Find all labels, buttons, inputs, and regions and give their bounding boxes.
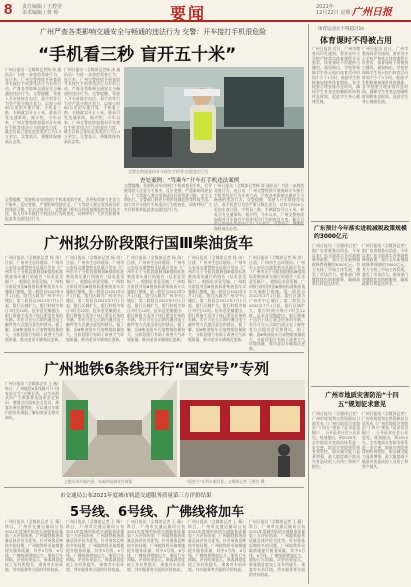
divider (4, 224, 304, 225)
story-b-headline: 广东预计今年落实进税减税政策规模约3000亿元 (314, 226, 407, 240)
story-a-body-col1: 广州日报讯 近日，广州市教育局印发通知，要求各中小学校严格落实体育课程开设要求，体育课时不得被挤占挪用。通知指出，学校要保障学生每天校内体育活动时间不少于1小时，鼓励学生积极参加课外体育锻炼。各学校要合理安排作息时间，确保学生有充足的睡眠时间和休息时间，促进学生身心健康发展。 (312, 46, 360, 104)
story2-body-col4: 广州日报讯（全媒体记者 杨 涛）日前，广州市生态环境局、广州市公安局交通警察支队联合发布《广州市关于分阶段限制国Ⅲ排放标准柴油货车通行的通告（征求意见稿）》。根据征求意见稿，广州拟分阶段对国Ⅲ排放标准柴油货车实施限行措施，第一阶段自2022年3月1日起，限行区域为广州市中心城区；第二阶段自2022年7月1日起，限行区域扩大。限行时间为每日7时至22时。征求意见稿提出，限行措施不适用于执行紧急任务的车辆。市民可在公示期内通过电子邮件等方式提出意见和建议。据了解，国Ⅲ柴油货车污染物排放量较大，分阶段限行有助于改善大气环境质量，推动老旧车辆淘汰更新。 (188, 255, 246, 342)
issue-day: 12月22日 星期三 (316, 10, 356, 16)
story1-kicker: 广州严查各类影响交通安全与畅通的违法行为 交警：开车接打手机很危险 (40, 28, 267, 36)
story3-headline: 广州地铁6条线开行“国安号”专列 (44, 360, 270, 378)
photo1-note: 查处案例：“驾乘车”开车打手机违法案例 (140, 178, 240, 184)
page-header (0, 0, 411, 22)
story-b-body-col1: 广州日报讯（全媒体记者）据广东省税务局消息，今年以来广东全面落实各项减税降费政策，预计全年新增减税降费规模约3000亿元，有力支持了市场主体发展，激发了市场活力。税务部门将继续优化纳税服务，确保政策红利直达快享。 (312, 243, 360, 287)
story2-body-col5: 广州日报讯（全媒体记者 杨 涛）日前，广州市生态环境局、广州市公安局交通警察支队联合发布《广州市关于分阶段限制国Ⅲ排放标准柴油货车通行的通告（征求意见稿）》。根据征求意见稿，广州拟分阶段对国Ⅲ排放标准柴油货车实施限行措施，第一阶段自2022年3月1日起，限行区域为广州市中心城区；第二阶段自2022年7月1日起，限行区域扩大。限行时间为每日7时至22时。征求意见稿提出，限行措施不适用于执行紧急任务的车辆。市民可在公示期内通过电子邮件等方式提出意见和建议。据了解，国Ⅲ柴油货车污染物排放量较大，分阶段限行有助于改善大气环境质量，推动老旧车辆淘汰更新。 (249, 255, 305, 352)
story3-body: 广州日报讯（全媒体记者 王 薇）昨日，广州地铁6条线路开行“国家安全号”主题专列，以生动形式向广大乘客普及国家安全知识，增强全民国家安全意识。乘客在乘坐地铁时，可以通过车厢内的宣传海报了解国家安全相关知识。 (5, 381, 59, 420)
metro-station-photo (62, 380, 177, 477)
story4-body-col2: 广州日报讯（全媒体记者 王 薇）昨日，广州市交通运输局公布2021年度城市轨道交通服务质量第三方评价结果，广州地铁服务质量总体评价为优秀。针对乘客反映较多的问题，广州地铁将采取措施提升服务质量，其中5号线、6号线、广佛线将增加运力，缩短行车间隔。评价结果显示，乘客满意度较上年有所提升，乘客对车站环境、列车服务等方面的评价较高。 (66, 519, 124, 572)
section-title: 要闻 (170, 4, 207, 23)
traffic-police-photo (124, 67, 304, 168)
page-number: 8 (4, 1, 13, 18)
story1-body-left2: 广州日报讯（全媒体记者杨 涛 通讯员）为进一步规范驾驶行为，连日来，广州交警持续开展查纠开车接打手机等违法行为专项行动，严查各类影响交通安全与畅通的违法行为。交警提醒，驾驶人开车时接打电话、看手机等行为会严重分散注意力，以每小时60公里的车速计算，手机看三秒，车辆就盲开五十米，极易引发交通事故。据介绍，今年以来，广州交警持续加强对开车接打手机等违法行为的查处力度，截至目前已查处此类违法行为1.3万余宗。交警表示，将继续保持高压态势。 (64, 67, 120, 144)
divider (311, 221, 409, 222)
divider (311, 386, 409, 387)
story1-body-left3: 交警提醒，驾驶机动车时接打手机或观看手机，会导致驾驶人注意力不集中，反应变慢，严重影响驾驶安全。广大驾驶人要自觉养成良好的驾驶习惯，安全文明出行。交警部门将充分利用视频监控等科技手段，加大对开车接打手机违法行为的查处，同时呼吁广大市民积极举报此类交通违法行为。 (5, 197, 120, 222)
editor-line: 责任编辑 / 王碧莹 (22, 4, 62, 10)
story2-body-col1: 广州日报讯（全媒体记者 杨 涛）日前，广州市生态环境局、广州市公安局交通警察支队联合发布《广州市关于分阶段限制国Ⅲ排放标准柴油货车通行的通告（征求意见稿）》。根据征求意见稿，广州拟分阶段对国Ⅲ排放标准柴油货车实施限行措施，第一阶段自2022年3月1日起，限行区域为广州市中心城区；第二阶段自2022年7月1日起，限行区域扩大。限行时间为每日7时至22时。征求意见稿提出，限行措施不适用于执行紧急任务的车辆。市民可在公示期内通过电子邮件等方式提出意见和建议。据了解，国Ⅲ柴油货车污染物排放量较大，分阶段限行有助于改善大气环境质量，推动老旧车辆淘汰更新。 (5, 255, 63, 342)
photo3-caption: “国安号”专列车厢内景。全媒体记者 王维宣 摄 (186, 479, 265, 484)
metro-carriage-photo (180, 380, 305, 477)
metro-station-illustration (62, 380, 177, 477)
divider (4, 352, 304, 353)
issue-date (316, 4, 355, 16)
story1-body-mid: 交警提醒，驾驶机动车时接打手机或观看手机，会导致驾驶人注意力不集中，反应变慢，严重影响驾驶安全。广大驾驶人要自觉养成良好的驾驶习惯，安全文明出行。交警部门将充分利用视频监控等科技手段，加大对开车接打手机违法行为的查处，同时呼吁广大市民积极举报此类交通违法行为。 (124, 183, 212, 212)
story4-body-col3: 广州日报讯（全媒体记者 王 薇）昨日，广州市交通运输局公布2021年度城市轨道交通服务质量第三方评价结果，广州地铁服务质量总体评价为优秀。针对乘客反映较多的问题，广州地铁将采取措施提升服务质量，其中5号线、6号线、广佛线将增加运力，缩短行车间隔。评价结果显示，乘客满意度较上年有所提升，乘客对车站环境、列车服务等方面的评价较高。 (127, 519, 185, 572)
story4-body-col1: 广州日报讯（全媒体记者 王 薇）昨日，广州市交通运输局公布2021年度城市轨道交通服务质量第三方评价结果，广州地铁服务质量总体评价为优秀。针对乘客反映较多的问题，广州地铁将采取措施提升服务质量，其中5号线、6号线、广佛线将增加运力，缩短行车间隔。评价结果显示，乘客满意度较上年有所提升，乘客对车站环境、列车服务等方面的评价较高。 (5, 519, 63, 572)
story-c-headline: 广州市地质灾害防治“十四五”规划征求意见 (325, 392, 399, 408)
column-divider (308, 24, 309, 584)
story1-body-left: 广州日报讯（全媒体记者杨 涛 通讯员）为进一步规范驾驶行为，连日来，广州交警持续开展查纠开车接打手机等违法行为专项行动，严查各类影响交通安全与畅通的违法行为。交警提醒，驾驶人开车时接打电话、看手机等行为会严重分散注意力，以每小时60公里的车速计算，手机看三秒，车辆就盲开五十米，极易引发交通事故。据介绍，今年以来，广州交警持续加强对开车接打手机等违法行为的查处力度，截至目前已查处此类违法行为1.3万余宗。交警表示，将继续保持高压态势。 (5, 67, 61, 144)
story-b-body-col2: 广州日报讯（全媒体记者）据广东省税务局消息，今年以来广东全面落实各项减税降费政策，预计全年新增减税降费规模约3000亿元，有力支持了市场主体发展，激发了市场活力。税务部门将继续优化纳税服务，确保政策红利直达快享。 (362, 243, 408, 287)
story4-headline: 5号线、6号线、广佛线将加车 (70, 505, 245, 520)
issue-year: 2021年 (316, 4, 334, 10)
newspaper-logo: 广州日报 (352, 7, 392, 18)
story4-kicker: 市交通局公布2021年度城市轨道交通服务质量第三方评价结果 (60, 493, 212, 499)
story-a-kicker: 体育运动计不得超过1h (318, 27, 365, 32)
story1-headline: “手机看三秒 盲开五十米” (38, 45, 237, 65)
story2-headline: 广州拟分阶段限行国Ⅲ柴油货车 (44, 234, 254, 252)
editor-credits (22, 4, 62, 16)
designer-line: 美术编辑 / 黄 婷 (22, 10, 59, 16)
story2-body-col3: 广州日报讯（全媒体记者 杨 涛）日前，广州市生态环境局、广州市公安局交通警察支队联合发布《广州市关于分阶段限制国Ⅲ排放标准柴油货车通行的通告（征求意见稿）》。根据征求意见稿，广州拟分阶段对国Ⅲ排放标准柴油货车实施限行措施，第一阶段自2022年3月1日起，限行区域为广州市中心城区；第二阶段自2022年7月1日起，限行区域扩大。限行时间为每日7时至22时。征求意见稿提出，限行措施不适用于执行紧急任务的车辆。市民可在公示期内通过电子邮件等方式提出意见和建议。据了解，国Ⅲ柴油货车污染物排放量较大，分阶段限行有助于改善大气环境质量，推动老旧车辆淘汰更新。 (127, 255, 185, 342)
divider (4, 487, 304, 488)
story-c-body-col2: 广州日报讯（全媒体记者）广州市规划和自然资源局日前发布《广州市地质灾害防治“十四五”规划（征求意见稿）》，公开征求社会公众意见。规划提出，到2025年，全市地质灾害防治体系进一步完善，地质灾害隐患得到有效管控，防灾减灾能力显著增强，最大限度减少地质灾害造成的人员伤亡和财产损失。 (362, 411, 408, 469)
story-a-body-col2: 广州日报讯 近日，广州市教育局印发通知，要求各中小学校严格落实体育课程开设要求，体育课时不得被挤占挪用。通知指出，学校要保障学生每天校内体育活动时间不少于1小时，鼓励学生积极参加课外体育锻炼。各学校要合理安排作息时间，确保学生有充足的睡眠时间和休息时间，促进学生身心健康发展。 (362, 46, 408, 104)
traffic-police-illustration (124, 67, 304, 168)
story4-body-col4: 广州日报讯（全媒体记者 王 薇）昨日，广州市交通运输局公布2021年度城市轨道交通服务质量第三方评价结果，广州地铁服务质量总体评价为优秀。针对乘客反映较多的问题，广州地铁将采取措施提升服务质量，其中5号线、6号线、广佛线将增加运力，缩短行车间隔。评价结果显示，乘客满意度较上年有所提升，乘客对车站环境、列车服务等方面的评价较高。 (188, 519, 246, 572)
story-a-headline: 体育课时不得被占用 (320, 36, 392, 45)
story-c-body-col1: 广州日报讯（全媒体记者）广州市规划和自然资源局日前发布《广州市地质灾害防治“十四五”规划（征求意见稿）》，公开征求社会公众意见。规划提出，到2025年，全市地质灾害防治体系进一步完善，地质灾害隐患得到有效管控，防灾减灾能力显著增强，最大限度减少地质灾害造成的人员伤亡和财产损失。 (312, 411, 360, 469)
story1-body-mid2: 广州日报讯（全媒体记者杨 涛 通讯员）为进一步规范驾驶行为，连日来，广州交警持续开展查纠开车接打手机等违法行为专项行动，严查各类影响交通安全与畅通的违法行为。交警提醒，驾驶人开车时接打电话、看手机等行为会严重分散注意力，以每小时60公里的车速计算，手机看三秒，车辆就盲开五十米，极易引发交通事故。据介绍，今年以来，广州交警持续加强对开车接打手机等违法行为的查处力度，截至目 保持高压态势。 (214, 183, 304, 232)
metro-carriage-illustration (180, 380, 305, 477)
photo2-caption: 主题专列车厢内景，车厢内贴满宣传海报 (64, 479, 133, 484)
photo1-caption: 交警在路面查纠开车接打手机等交通违法行为 (128, 169, 208, 174)
story2-body-col2: 广州日报讯（全媒体记者 杨 涛）日前，广州市生态环境局、广州市公安局交通警察支队联合发布《广州市关于分阶段限制国Ⅲ排放标准柴油货车通行的通告（征求意见稿）》。根据征求意见稿，广州拟分阶段对国Ⅲ排放标准柴油货车实施限行措施，第一阶段自2022年3月1日起，限行区域为广州市中心城区；第二阶段自2022年7月1日起，限行区域扩大。限行时间为每日7时至22时。征求意见稿提出，限行措施不适用于执行紧急任务的车辆。市民可在公示期内通过电子邮件等方式提出意见和建议。据了解，国Ⅲ柴油货车污染物排放量较大，分阶段限行有助于改善大气环境质量，推动老旧车辆淘汰更新。 (66, 255, 124, 342)
story4-body-col5: 广州日报讯（全媒体记者 王 薇）昨日，广州市交通运输局公布2021年度城市轨道交通服务质量第三方评价结果，广州地铁服务质量总体评价为优秀。针对乘客反映较多的问题，广州地铁将采取措施提升服务质量，其中5号线、6号线、广佛线将增加运力，缩短行车间隔。评价结果显示，乘客满意度较上年有所提升，乘客对车站环境、列车服务等方面的评价较高。 (249, 519, 305, 577)
